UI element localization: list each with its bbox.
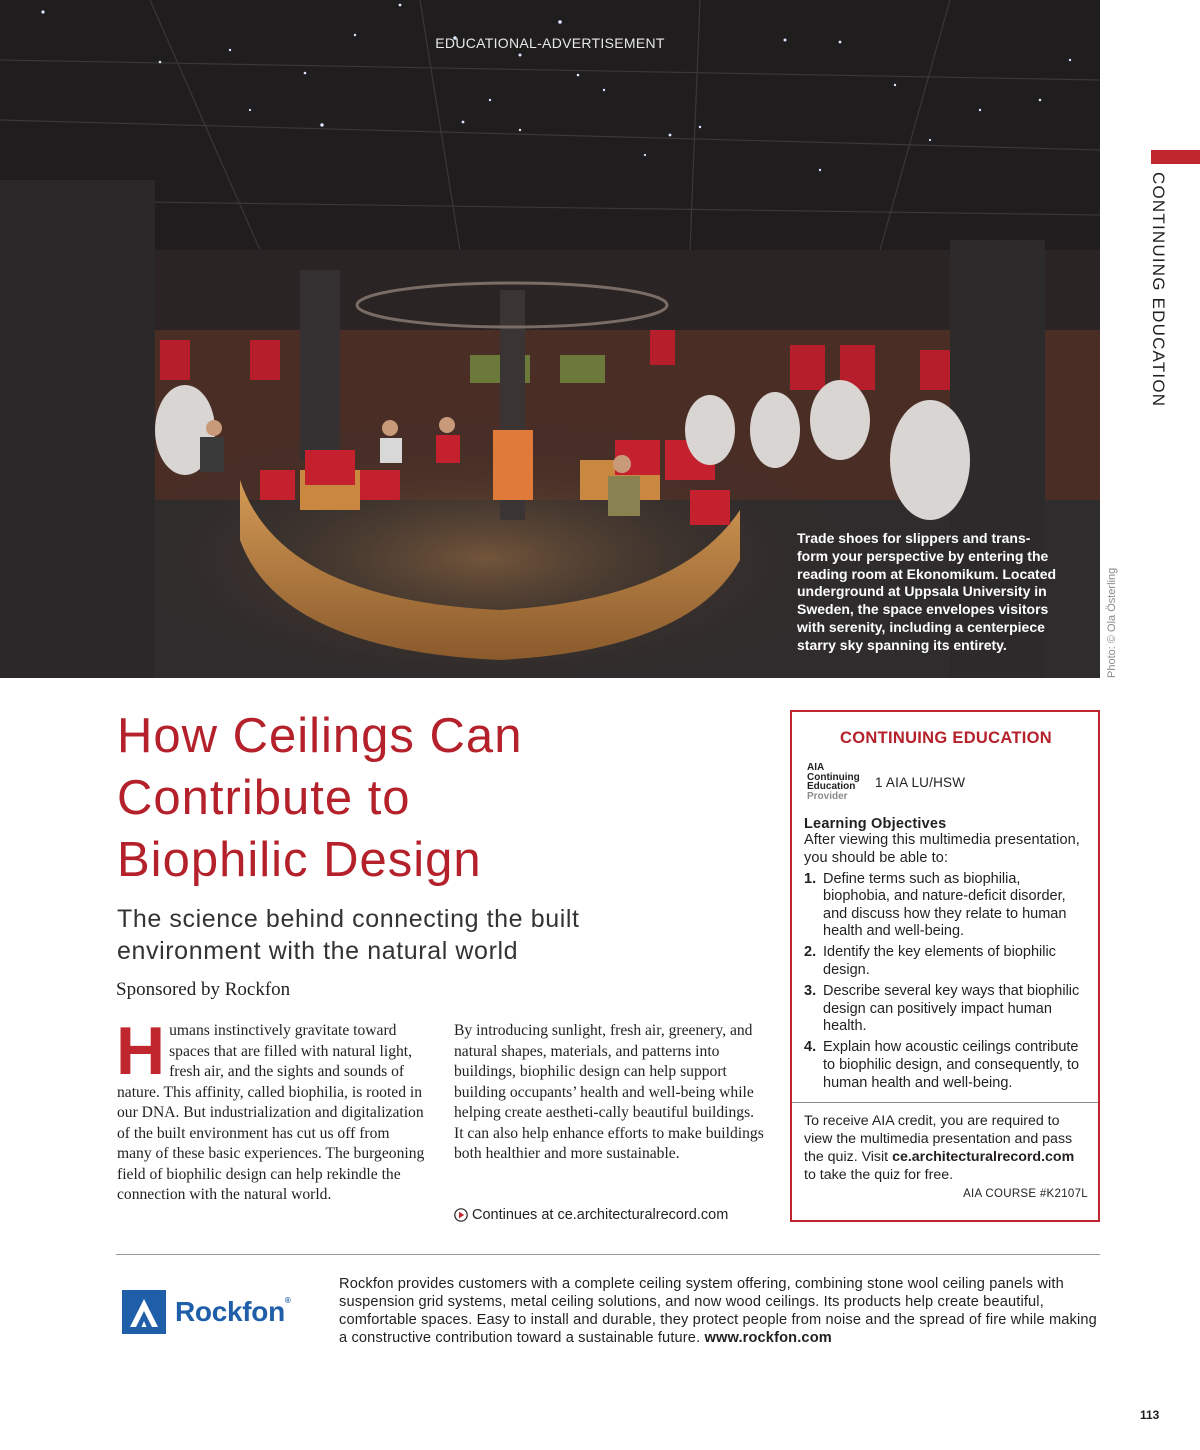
registered-mark: ® (284, 1296, 291, 1305)
rockfon-mountain-icon (122, 1290, 166, 1334)
aia-logo-line: Education (807, 781, 856, 792)
objective-number: 1. (804, 870, 817, 887)
article-title-line: Contribute to (117, 771, 411, 825)
body-column-2: By introducing sunlight, fresh air, greenery, and natural shapes, materials, and patterns into buildings, biophilic design can help support building occupants’ health and well-being while helping create aestheti-cally beautiful buildings. It can also help enhance efforts to make buildings both healthier and more sustainable. (454, 1022, 764, 1162)
learning-objectives-title: Learning Objectives (804, 816, 947, 832)
article-subtitle-line: The science behind connecting the built (117, 905, 580, 933)
sponsor-description (339, 1275, 1099, 1347)
continuing-education-box (790, 710, 1100, 1222)
page-number: 113 (1140, 1408, 1160, 1422)
photo-caption (797, 530, 1087, 655)
sponsor-description-text: Rockfon provides customers with a complete ceiling system offering, combining stone wool ceiling panels with suspension grid systems, metal ceiling solutions, and now wood ceilings. Its products help create beautiful, comfortable spaces. Easy to install and durable, they protect people from noise and the spread of fire while making a constructive contribution toward a sustainable future. (339, 1276, 1097, 1346)
objective-item (804, 944, 1088, 979)
rockfon-logo-mark (122, 1290, 166, 1334)
objective-text: Define terms such as biophilia, biophobia, and nature-deficit disorder, and discuss how they relate to human health and well-being. (823, 870, 1067, 940)
rockfon-logo (122, 1290, 291, 1334)
aia-credit-row (804, 763, 1088, 801)
learning-objectives-intro: After viewing this multimedia presentation, you should be able to: (804, 832, 1080, 866)
photo-caption-line: starry sky spanning its entirety. (797, 636, 1007, 653)
aia-logo-line: AIA (807, 762, 825, 773)
section-color-bar (1151, 150, 1200, 164)
article-title-line: How Ceilings Can (117, 709, 523, 763)
objective-number: 3. (804, 983, 817, 1000)
objective-item (804, 1039, 1088, 1092)
photo-caption-line: underground at Uppsala University in (797, 583, 1047, 600)
objective-text: Explain how acoustic ceilings contribute to biophilic design, and consequently, to human health and well-being. (823, 1039, 1080, 1091)
article-title-line: Biophilic Design (117, 833, 482, 887)
aia-course-number: AIA COURSE #K2107L (963, 1188, 1088, 1201)
photo-caption-line: Trade shoes for slippers and trans- (797, 530, 1031, 546)
objective-number: 4. (804, 1039, 817, 1056)
aia-logo-line: Continuing (807, 771, 860, 783)
ce-box-heading: CONTINUING EDUCATION (840, 729, 1052, 747)
body-text: umans instinctively gravitate toward spaces that are filled with natural light, fresh air, and the sights and sounds of nature. This affinity, called biophilia, is rooted in our DNA. But industrialization and digitalization of the built environment has cut us off from many of these basic experiences. The burgeoning field of biophilic design can help rekindle the connection with the natural world. (117, 1022, 425, 1203)
footer-divider (116, 1254, 1100, 1255)
play-circle-icon (454, 1208, 468, 1222)
educational-advertisement-label: EDUCATIONAL-ADVERTISEMENT (435, 35, 665, 51)
learning-objectives-list (804, 871, 1088, 1093)
sponsor-line: Sponsored by Rockfon (116, 979, 291, 1000)
continues-link-text[interactable]: Continues at ce.architecturalrecord.com (472, 1207, 729, 1223)
rockfon-wordmark (175, 1296, 291, 1328)
quiz-link[interactable]: ce.architecturalrecord.com (892, 1148, 1075, 1165)
aia-credit-instructions (804, 1113, 1088, 1184)
hero-photo (0, 0, 1100, 678)
article-subtitle (117, 903, 757, 967)
objective-number: 2. (804, 944, 817, 961)
photo-caption-line: Sweden, the space envelopes visitors (797, 601, 1049, 618)
aia-provider-logo (807, 763, 869, 801)
article-subtitle-line: environment with the natural world (117, 937, 519, 965)
article-title (117, 705, 757, 891)
continues-link[interactable] (454, 1207, 728, 1223)
aia-logo-line: Provider (807, 790, 848, 802)
photo-credit: Photo: © Ola Österling (1106, 567, 1118, 678)
aia-credit-hours: 1 AIA LU/HSW (875, 774, 966, 790)
credit-text: to take the quiz for free. (804, 1166, 954, 1183)
objective-text: Describe several key ways that biophilic design can positively impact human health. (823, 983, 1080, 1035)
section-tab-label: CONTINUING EDUCATION (1149, 172, 1168, 408)
rockfon-wordmark-text: Rockfon (175, 1296, 285, 1327)
sponsor-url[interactable]: www.rockfon.com (704, 1330, 832, 1346)
ce-box-divider (792, 1102, 1098, 1103)
photo-caption-line: with serenity, including a centerpiece (797, 618, 1045, 635)
objective-item (804, 983, 1088, 1036)
objective-item (804, 871, 1088, 941)
credit-text: To receive AIA credit, you are required to view the multimedia presentation and pass the quiz. Visit (804, 1113, 1073, 1165)
photo-caption-line: form your perspective by entering the (797, 547, 1049, 564)
body-column-1 (116, 1013, 427, 1206)
photo-caption-line: reading room at Ekonomikum. Located (797, 565, 1057, 582)
drop-cap: H (116, 1013, 166, 1089)
objective-text: Identify the key elements of biophilic design. (823, 944, 1056, 979)
